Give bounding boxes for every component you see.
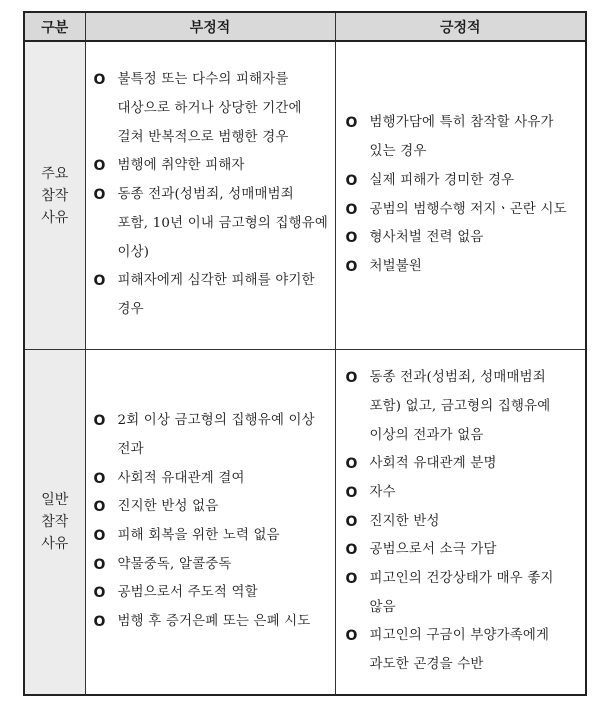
category-line: 사유 [41,209,69,226]
list-item: O 범행에 취약한 피해자 [94,152,329,181]
list-item: O 동종 전과(성범죄, 성매매범죄 포함, 10년 이내 금고형의 집행유예 이상) [94,181,329,267]
circle-bullet-icon: O [345,456,358,473]
row-category-general [24,350,85,696]
circle-bullet-icon: O [345,542,358,559]
header-category: 구분 [24,12,85,41]
list-item: O 약물중독, 알콜중독 [94,551,329,580]
circle-bullet-icon: O [345,230,358,247]
list-item: O 자수 [346,479,580,508]
list-item: O 2회 이상 금고형의 집행유예 이상 전과 [94,407,329,464]
list-item: O 처벌불원 [346,253,580,282]
category-line: 일반 [41,492,69,508]
negative-factors-major [85,41,335,350]
list-item: O 동종 전과(성범죄, 성매매범죄 포함) 없고, 금고형의 집행유예 이상의 전과가 없음 [346,364,580,450]
sentencing-factors-table [23,11,587,696]
circle-bullet-icon: O [93,72,106,89]
positive-factors-general [335,350,586,696]
header-row [24,12,586,41]
circle-bullet-icon: O [93,528,106,544]
circle-bullet-icon: O [93,585,106,602]
circle-bullet-icon: O [345,513,358,530]
list-item: O 피고인의 구금이 부양가족에게 과도한 곤경을 수반 [346,622,580,679]
list-item: O 진지한 반성 없음 [94,493,329,522]
circle-bullet-icon: O [93,413,106,430]
list-item: O 범행가담에 특히 참작할 사유가 있는 경우 [346,109,580,166]
list-item: O 사회적 유대관계 결여 [94,465,329,494]
list-item: O 진지한 반성 [346,508,580,537]
category-line: 주요 [41,165,69,182]
document-body [23,11,585,696]
category-line: 참작 [41,514,69,530]
category-line: 사유 [41,536,69,552]
list-item: O 공범으로서 소극 가담 [346,536,580,565]
list-item: O 공범의 범행수행 저지ㆍ곤란 시도 [346,196,580,225]
circle-bullet-icon: O [93,158,106,175]
circle-bullet-icon: O [345,370,358,387]
circle-bullet-icon: O [93,187,106,204]
row-category-major [24,41,85,350]
circle-bullet-icon: O [93,499,106,516]
negative-factors-general [85,350,335,696]
list-item: O 피해자에게 심각한 피해를 야기한 경우 [94,267,329,324]
positive-factors-major [335,41,586,350]
list-item: O 피해 회복을 위한 노력 없음 [94,522,329,551]
list-item: O 형사처벌 전력 없음 [346,224,580,253]
list-item: O 범행 후 증거은폐 또는 은폐 시도 [94,608,329,637]
circle-bullet-icon: O [93,614,106,631]
table-row-general-factors [24,350,586,696]
circle-bullet-icon: O [345,172,358,189]
header-negative: 부정적 [85,12,335,41]
circle-bullet-icon: O [345,484,358,501]
list-item: O 실제 피해가 경미한 경우 [346,167,580,196]
header-positive: 긍정적 [335,12,586,41]
circle-bullet-icon: O [345,571,358,588]
circle-bullet-icon: O [345,201,358,218]
category-line: 참작 [41,187,69,204]
circle-bullet-icon: O [345,628,358,645]
table-row-major-factors [24,41,586,350]
circle-bullet-icon: O [93,273,106,290]
list-item: O 불특정 또는 다수의 피해자를 대상으로 하거나 상당한 기간에 걸쳐 반복적으로 범행한 경우 [94,66,329,152]
circle-bullet-icon: O [345,115,358,132]
circle-bullet-icon: O [93,556,106,573]
list-item: O 공범으로서 주도적 역할 [94,579,329,608]
list-item: O 피고인의 건강상태가 매우 좋지 않음 [346,565,580,622]
circle-bullet-icon: O [345,258,358,275]
list-item: O 사회적 유대관계 분명 [346,450,580,479]
circle-bullet-icon: O [93,470,106,487]
